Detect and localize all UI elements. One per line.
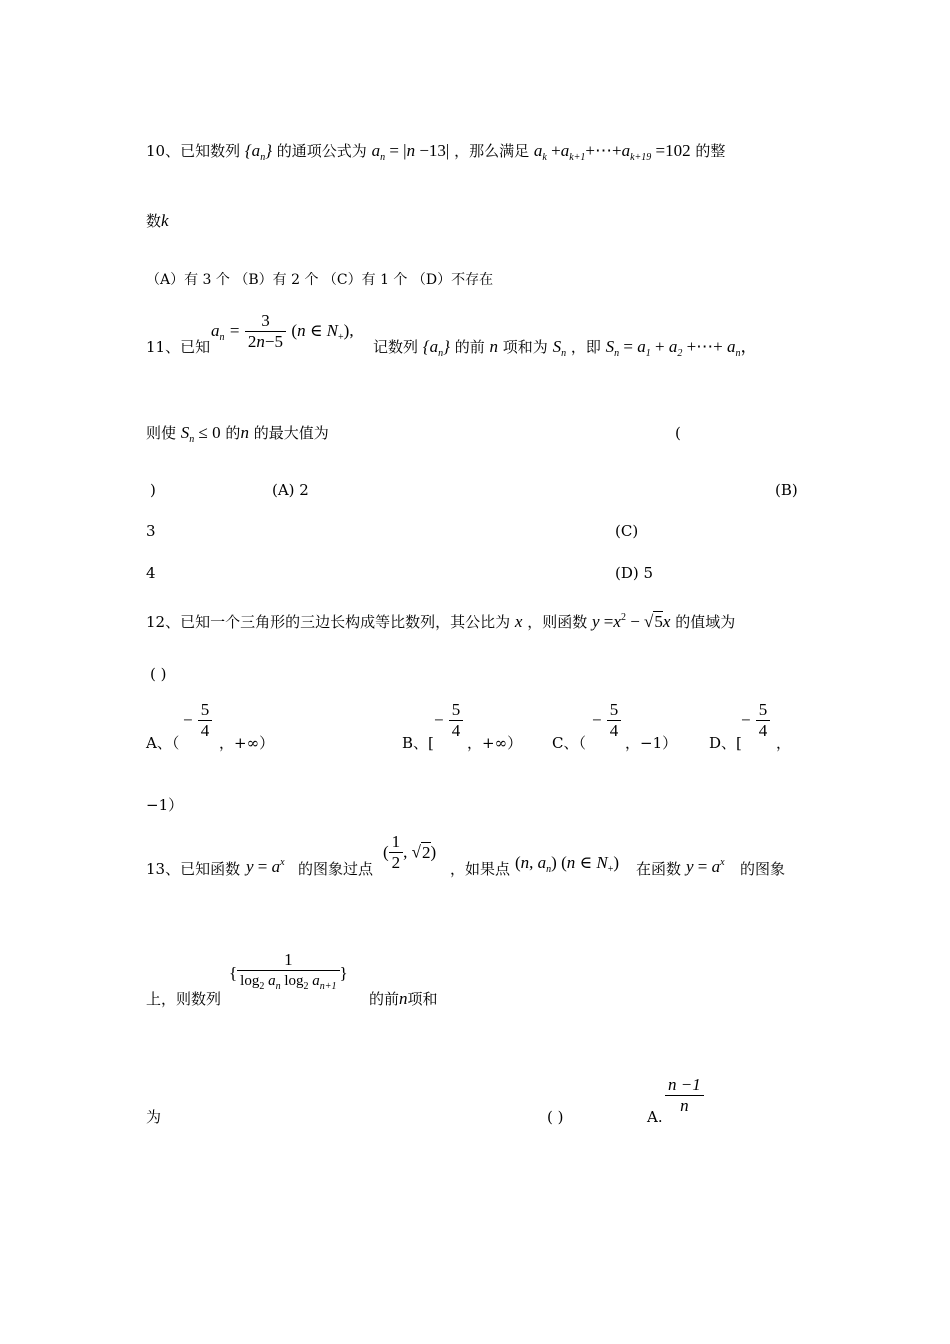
q12-var-x: x xyxy=(514,612,523,631)
q13-text4: 的图象 xyxy=(740,860,786,878)
q13-point: ( $\frac{1}{2}$ , √2) xyxy=(383,832,437,872)
q12-option-d-tail: −1） xyxy=(146,796,184,814)
q11-paren-close: ) xyxy=(150,481,156,499)
q12-option-b-post: ，+∞） xyxy=(467,734,523,752)
q10-text4: 数 xyxy=(146,212,162,230)
q13-text3: 在函数 xyxy=(636,860,682,878)
q12-option-c-pre: C、（ xyxy=(552,734,586,752)
q10-text3: 的整 xyxy=(695,142,726,160)
q10-formula: $a_n = |n -13|$ xyxy=(371,141,450,163)
q11-s: $S_n$ xyxy=(552,337,567,359)
q10-options: （A）有 3 个 （B）有 2 个 （C）有 1 个 （D）不存在 xyxy=(146,272,494,288)
q13-text2: ，如果点 xyxy=(450,860,511,878)
q13-text1: 的图象过点 xyxy=(298,860,374,878)
q12-text1: ，则函数 xyxy=(527,613,588,631)
q13-option-a-frac: $\frac{n -1}{n}$ xyxy=(665,1075,704,1116)
q13-sequence: { $\frac{1}{\log_2 a_n \log_2 a_{n+1}}$ } xyxy=(229,950,348,992)
q12-function: $y =x^2 - √5x$ xyxy=(592,612,671,631)
q12-option-a-pre: A、（ xyxy=(146,734,180,752)
q11-cond: $S_n \le 0$ xyxy=(180,423,221,445)
q11-formula: $a_n$ = $\frac{3}{2n-5}$ (n ∈ $N_+$), xyxy=(211,311,354,351)
q13-option-a: A. xyxy=(647,1108,663,1126)
q10-text2: ，那么满足 xyxy=(454,142,530,160)
q10-line2 xyxy=(146,211,169,231)
q11-fraction: $\frac{3}{2n-5}$ xyxy=(245,311,286,352)
q12-option-a-post: ，+∞） xyxy=(219,734,275,752)
q12-option-d-frac: − $\frac{5}{4}$ xyxy=(741,700,770,741)
q12-text2: 的值域为 xyxy=(675,613,736,631)
q11-text3: 项和为 xyxy=(502,338,548,356)
q10-line1 xyxy=(146,141,725,168)
q13-pt: (n, $a_n$) (n ∈ $N_+$) xyxy=(515,853,620,875)
q11-option-d: (D) 5 xyxy=(615,564,654,582)
q12-option-a-frac: − $\frac{5}{4}$ xyxy=(183,700,212,741)
q11-label: 11、已知 xyxy=(146,338,211,356)
q13-label: 13、已知函数 xyxy=(146,860,241,878)
q11-option-a: (A) 2 xyxy=(272,481,309,499)
q13-text8: 为 xyxy=(146,1108,162,1126)
q12-option-b-frac: − $\frac{5}{4}$ xyxy=(434,700,463,741)
q11-text7: 的最大值为 xyxy=(253,424,329,442)
q10-text1: 的通项公式为 xyxy=(276,142,367,160)
q11-text1: 记数列 xyxy=(373,338,419,356)
q11-var-n2: n xyxy=(240,423,249,442)
q13-function2: $y = a^x$ xyxy=(686,857,725,876)
q12-option-b-pre: B、[ xyxy=(402,734,434,752)
q12-option-d-post: ， xyxy=(776,734,792,752)
q11-line2 xyxy=(146,423,329,450)
q10-sum: $a_k$ $+a_{k+1}+\cdots+a_{k+19} =102$ xyxy=(533,141,691,163)
q13-var-n: n xyxy=(399,989,408,1008)
q10-sequence: $\{a_n\}$ xyxy=(244,141,272,163)
q11-option-c-value: 4 xyxy=(146,564,156,582)
q11-text5: 则使 xyxy=(146,424,177,442)
q11-paren-open: ( xyxy=(675,424,681,442)
q10-var-k: k xyxy=(161,211,169,230)
q13-paren: ( ) xyxy=(547,1108,564,1126)
q12-line1 xyxy=(146,608,735,632)
q11-option-b-value: 3 xyxy=(146,522,156,540)
q12-option-c-post: ，−1） xyxy=(625,734,678,752)
q11-sequence: $\{a_n\}$ xyxy=(422,337,450,359)
q11-option-b: (B) xyxy=(775,481,798,499)
q12-option-c-frac: − $\frac{5}{4}$ xyxy=(592,700,621,741)
q11-option-c: (C) xyxy=(615,522,639,540)
q10-label: 10、已知数列 xyxy=(146,142,241,160)
q13-line2-rest xyxy=(369,989,438,1009)
q13-text6: 的前 xyxy=(369,990,400,1008)
q13-text7: 项和 xyxy=(407,990,438,1008)
q11-line1-rest xyxy=(373,337,758,364)
q13-text5: 上，则数列 xyxy=(146,990,222,1008)
q12-paren: ( ) xyxy=(150,665,167,683)
q13-function: $y = a^x$ xyxy=(246,857,285,876)
q11-sum: $S_n = a_1 + a_2$ +⋯+ $a_n$， xyxy=(605,337,758,359)
q12-label: 12、已知一个三角形的三边长构成等比数列，其公比为 xyxy=(146,613,511,631)
q11-var-n: n xyxy=(489,337,498,356)
q11-text2: 的前 xyxy=(454,338,485,356)
q11-text4: ，即 xyxy=(570,338,601,356)
q12-option-d-pre: D、[ xyxy=(709,734,742,752)
q11-text6: 的 xyxy=(225,424,241,442)
